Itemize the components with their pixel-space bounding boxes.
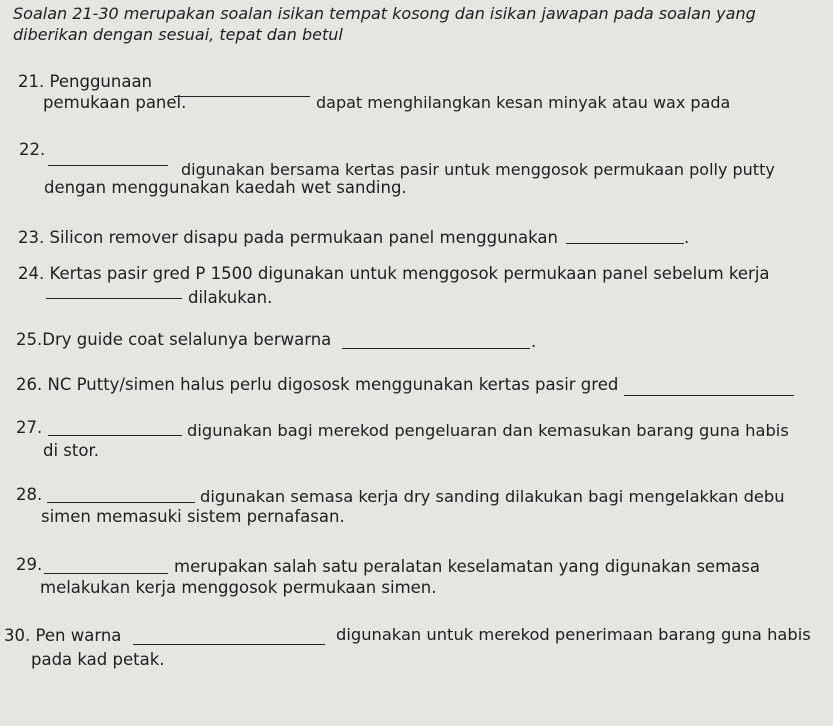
question-text: Kertas pasir gred P 1500 digunakan untuk menggosok permukaan panel sebelum kerja — [49, 264, 770, 283]
question-number: 25. — [16, 330, 43, 349]
question-number: 30. — [4, 626, 31, 645]
question-29-after: merupakan salah satu peralatan keselamatan yang digunakan semasa — [174, 557, 760, 576]
question-28-number: 28. — [16, 485, 43, 504]
question-26 — [16, 375, 618, 395]
question-30-after: digunakan untuk merekod penerimaan barang guna habis — [336, 625, 811, 644]
question-21 — [18, 72, 152, 92]
answer-blank-23[interactable] — [566, 229, 684, 244]
answer-blank-30[interactable] — [133, 630, 325, 645]
question-text: Silicon remover disapu pada permukaan panel menggunakan — [49, 228, 558, 247]
question-24-after: dilakukan. — [188, 288, 273, 307]
question-number: 21. — [18, 72, 45, 91]
question-number: 23. — [18, 228, 45, 247]
question-21-cont: pemukaan panel. — [43, 93, 187, 112]
question-22-after: digunakan bersama kertas pasir untuk menggosok permukaan polly putty — [181, 160, 775, 179]
question-24 — [18, 264, 770, 284]
question-text: Pen warna — [35, 626, 122, 645]
question-23-end: . — [684, 228, 690, 247]
question-21-after: dapat menghilangkan kesan minyak atau wax pada — [316, 93, 731, 112]
question-text: Penggunaan — [49, 72, 153, 91]
answer-blank-22[interactable] — [48, 151, 168, 166]
question-28-cont: simen memasuki sistem pernafasan. — [41, 507, 345, 526]
instruction-line-1: Soalan 21-30 merupakan soalan isikan tempat kosong dan isikan jawapan pada soalan yang — [13, 4, 756, 23]
question-22-number: 22. — [19, 140, 46, 159]
answer-blank-26[interactable] — [624, 381, 794, 396]
answer-blank-28[interactable] — [47, 488, 195, 503]
question-29-number: 29. — [16, 555, 43, 574]
question-number: 24. — [18, 264, 45, 283]
question-29-cont: melakukan kerja menggosok permukaan simen. — [40, 578, 437, 597]
question-25 — [16, 330, 331, 350]
instruction-line-2: diberikan dengan sesuai, tepat dan betul — [13, 25, 343, 44]
answer-blank-21[interactable] — [174, 82, 310, 97]
question-22-cont: dengan menggunakan kaedah wet sanding. — [44, 178, 407, 197]
question-30 — [4, 626, 121, 646]
question-27-number: 27. — [16, 418, 43, 437]
question-23 — [18, 228, 558, 248]
question-text: Dry guide coat selalunya berwarna — [42, 330, 332, 349]
question-25-end: . — [531, 332, 537, 351]
answer-blank-24[interactable] — [46, 284, 182, 299]
question-28-after: digunakan semasa kerja dry sanding dilakukan bagi mengelakkan debu — [200, 487, 785, 506]
question-text: NC Putty/simen halus perlu digososk menggunakan kertas pasir gred — [47, 375, 619, 394]
question-27-after: digunakan bagi merekod pengeluaran dan kemasukan barang guna habis — [187, 421, 789, 440]
question-30-cont: pada kad petak. — [31, 650, 165, 669]
answer-blank-29[interactable] — [44, 559, 168, 574]
answer-blank-27[interactable] — [48, 421, 182, 436]
answer-blank-25[interactable] — [342, 334, 530, 349]
question-27-cont: di stor. — [43, 441, 99, 460]
question-number: 26. — [16, 375, 43, 394]
